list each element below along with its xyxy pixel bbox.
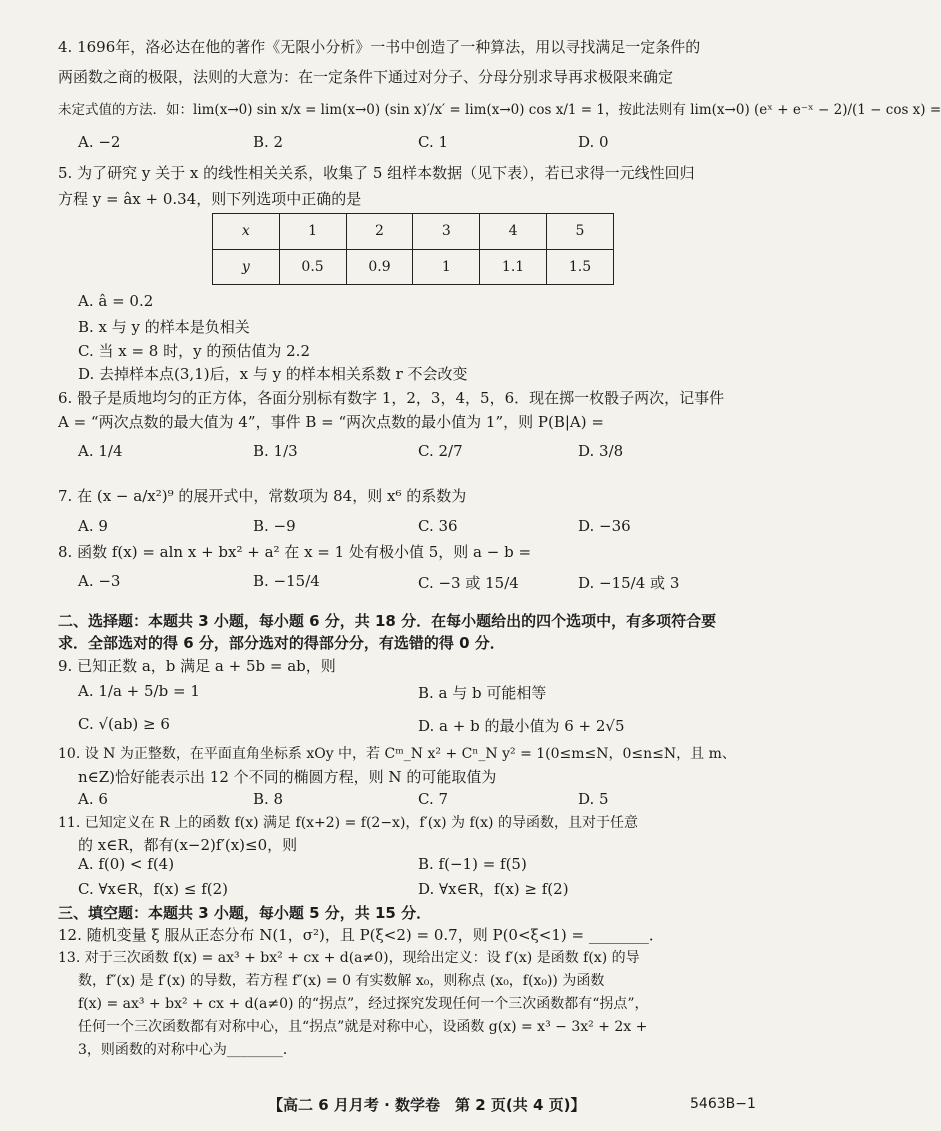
- footer-code: 5463B−1: [690, 1096, 756, 1112]
- table-cell: 0.5: [279, 249, 346, 285]
- q13-line5: 3，则函数的对称中心为________．: [78, 1042, 297, 1058]
- q8-option-b: B. −15/4: [253, 572, 320, 590]
- q4-line2: 两函数之商的极限，法则的大意为：在一定条件下通过对分子、分母分别求导再求极限来确定: [58, 68, 674, 86]
- q11-option-c: C. ∀x∈R，f(x) ≤ f(2): [78, 880, 229, 898]
- q9-line1: 9. 已知正数 a，b 满足 a + 5b = ab，则: [58, 657, 336, 675]
- section3-heading: 三、填空题：本题共 3 小题，每小题 5 分，共 15 分．: [58, 904, 432, 922]
- table-row-y: [213, 249, 614, 285]
- q6-option-d: D. 3/8: [578, 442, 624, 460]
- q7-option-b: B. −9: [253, 517, 296, 535]
- table-cell: 2: [346, 214, 413, 250]
- q5-option-c: C. 当 x = 8 时，y 的预估值为 2.2: [78, 342, 310, 360]
- q5-option-b: B. x 与 y 的样本是负相关: [78, 318, 250, 336]
- table-cell: 0.9: [346, 249, 413, 285]
- q4-line3: 未定式值的方法．如：lim(x→0) sin x/x = lim(x→0) (sin x)′/x′ = lim(x→0) cos x/1 = 1，按此法则有 lim(x→0) (eˣ + e⁻ˣ − 2)/(1 − cos x) =: [58, 102, 941, 118]
- q8-option-d: D. −15/4 或 3: [578, 574, 680, 592]
- q13-line1: 13. 对于三次函数 f(x) = ax³ + bx² + cx + d(a≠0)，现给出定义：设 f′(x) 是函数 f(x) 的导: [58, 950, 640, 966]
- table-cell: 1: [413, 249, 480, 285]
- page-footer: [0, 1094, 800, 1118]
- q11-option-b: B. f(−1) = f(5): [418, 855, 527, 873]
- q5-data-table: [212, 213, 614, 285]
- q9-option-b: B. a 与 b 可能相等: [418, 684, 547, 702]
- q6-option-b: B. 1/3: [253, 442, 298, 460]
- table-cell: 4: [480, 214, 547, 250]
- q7-option-a: A. 9: [78, 517, 108, 535]
- q4-options: [78, 133, 758, 161]
- table-cell: x: [213, 214, 280, 250]
- q13-line3: f(x) = ax³ + bx² + cx + d(a≠0) 的“拐点”，经过探究发现任何一个三次函数都有“拐点”，: [78, 996, 649, 1012]
- table-cell: 3: [413, 214, 480, 250]
- q9-option-c: C. √(ab) ≥ 6: [78, 715, 170, 733]
- q10-option-b: B. 8: [253, 790, 284, 808]
- q10-option-d: D. 5: [578, 790, 609, 808]
- footer-title: 【高二 6 月月考 · 数学卷 第 2 页(共 4 页)】: [268, 1096, 586, 1114]
- table-cell: 1.5: [547, 249, 614, 285]
- q9-options-row1: [78, 682, 758, 710]
- q7-option-c: C. 36: [418, 517, 458, 535]
- q8-option-a: A. −3: [78, 572, 121, 590]
- q11-line2: 的 x∈R，都有(x−2)f′(x)≤0，则: [78, 836, 298, 854]
- q4-line1: 4. 1696年，洛必达在他的著作《无限小分析》一书中创造了一种算法，用以寻找满足一定条件的: [58, 38, 701, 56]
- q10-line2: n∈Z)恰好能表示出 12 个不同的椭圆方程，则 N 的可能取值为: [78, 768, 497, 786]
- q5-line2: 方程 y = âx + 0.34，则下列选项中正确的是: [58, 190, 362, 208]
- section2-heading-line1: 二、选择题：本题共 3 小题，每小题 6 分，共 18 分．在每小题给出的四个选项中，有多项符合要: [58, 612, 717, 630]
- section2-heading-line2: 求．全部选对的得 6 分，部分选对的得部分分，有选错的得 0 分．: [58, 634, 505, 652]
- q7-option-d: D. −36: [578, 517, 631, 535]
- q5-line1: 5. 为了研究 y 关于 x 的线性相关关系，收集了 5 组样本数据（见下表），若已求得一元线性回归: [58, 164, 695, 182]
- q9-option-d: D. a + b 的最小值为 6 + 2√5: [418, 717, 625, 735]
- q6-option-a: A. 1/4: [78, 442, 123, 460]
- table-cell: 1: [279, 214, 346, 250]
- q4-option-c: C. 1: [418, 133, 449, 151]
- q13-line2: 数，f″(x) 是 f′(x) 的导数，若方程 f″(x) = 0 有实数解 x₀，则称点 (x₀，f(x₀)) 为函数: [78, 973, 605, 989]
- q11-line1: 11. 已知定义在 R 上的函数 f(x) 满足 f(x+2) = f(2−x)，f′(x) 为 f(x) 的导函数，且对于任意: [58, 815, 638, 831]
- table-row-x: [213, 214, 614, 250]
- q7-line1: 7. 在 (x − a/x²)⁹ 的展开式中，常数项为 84，则 x⁶ 的系数为: [58, 487, 467, 505]
- q5-option-d: D. 去掉样本点(3,1)后，x 与 y 的样本相关系数 r 不会改变: [78, 365, 468, 383]
- q8-option-c: C. −3 或 15/4: [418, 574, 519, 592]
- q8-options: [78, 572, 758, 600]
- table-cell: 5: [547, 214, 614, 250]
- q6-option-c: C. 2/7: [418, 442, 463, 460]
- q6-line2: A = “两次点数的最大值为 4”，事件 B = “两次点数的最小值为 1”，则 P(B|A) =: [58, 413, 604, 431]
- q10-option-a: A. 6: [78, 790, 108, 808]
- q6-options: [78, 442, 758, 470]
- table-cell: 1.1: [480, 249, 547, 285]
- q4-option-b: B. 2: [253, 133, 284, 151]
- q6-line1: 6. 骰子是质地均匀的正方体，各面分别标有数字 1，2，3，4，5，6．现在掷一枚骰子两次，记事件: [58, 389, 725, 407]
- q11-option-a: A. f(0) < f(4): [78, 855, 175, 873]
- q4-option-a: A. −2: [78, 133, 121, 151]
- q11-option-d: D. ∀x∈R，f(x) ≥ f(2): [418, 880, 569, 898]
- q10-option-c: C. 7: [418, 790, 449, 808]
- q8-line1: 8. 函数 f(x) = aln x + bx² + a² 在 x = 1 处有极小值 5，则 a − b =: [58, 543, 532, 561]
- q10-line1: 10. 设 N 为正整数，在平面直角坐标系 xOy 中，若 Cᵐ_N x² + Cⁿ_N y² = 1(0≤m≤N，0≤n≤N，且 m、: [58, 746, 736, 762]
- table-cell: y: [213, 249, 280, 285]
- q9-option-a: A. 1/a + 5/b = 1: [78, 682, 200, 700]
- q5-option-a: A. â = 0.2: [78, 292, 154, 310]
- q9-options-row2: [78, 715, 758, 743]
- q4-option-d: D. 0: [578, 133, 609, 151]
- q12-line1: 12. 随机变量 ξ 服从正态分布 N(1，σ²)，且 P(ξ<2) = 0.7，则 P(0<ξ<1) = ________．: [58, 926, 664, 944]
- q13-line4: 任何一个三次函数都有对称中心，且“拐点”就是对称中心，设函数 g(x) = x³ − 3x² + 2x +: [78, 1019, 648, 1035]
